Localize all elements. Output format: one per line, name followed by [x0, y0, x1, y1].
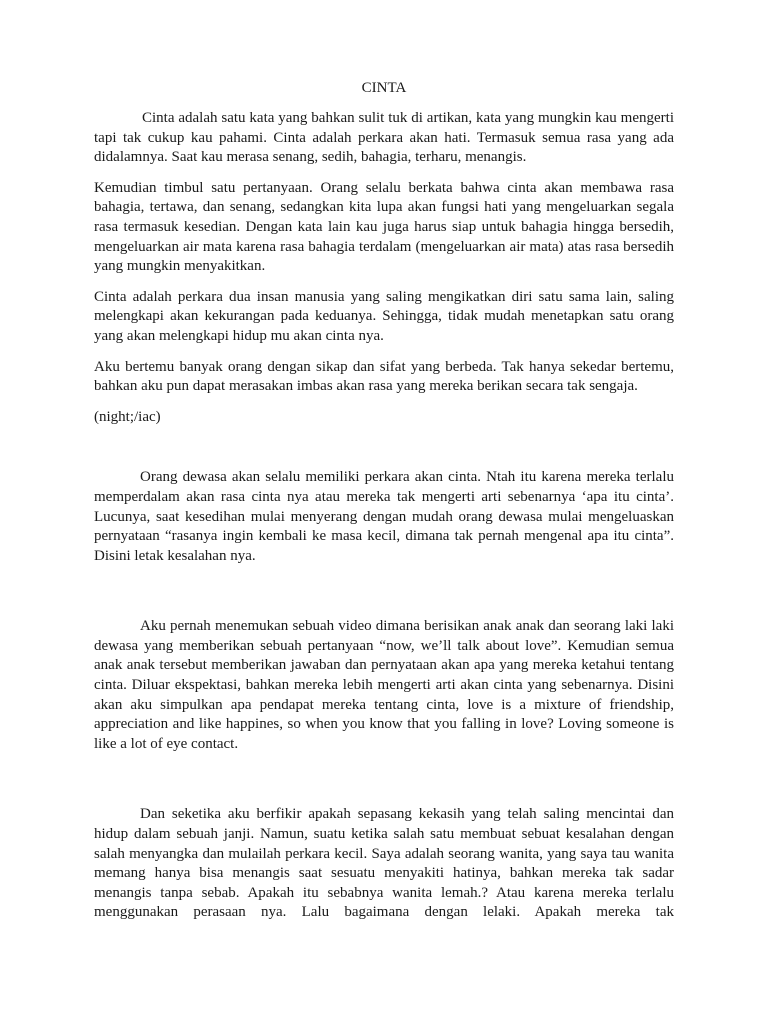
document-title: CINTA	[361, 80, 407, 96]
paragraph-1: Cinta adalah satu kata yang bahkan sulit tuk di artikan, kata yang mungkin kau mengerti tapi tak cukup kau pahami. Cinta adalah perkara akan hati. Termasuk semua rasa yang ada didalamnya. Saat kau merasa senang, sedih, bahagia, terharu, menangis.	[94, 110, 674, 166]
paragraph-7: Dan seketika aku berfikir apakah sepasang kekasih yang telah saling mencintai dan hidup dalam sebuah janji. Namun, suatu ketika salah satu membuat sebuat kesalahan dengan salah menyangka dan mulailah perkara kecil. Saya adalah seorang wanita, yang saya tau wanita memang hanya bisa menangis saat sesuatu menyakiti hatinya, bahkan mereka tak sadar menangis tanpa sebab. Apakah itu sebabnya wanita lemah.? Atau karena mereka terlalu menggunakan perasaan nya. Lalu bagaimana dengan lelaki. Apakah mereka tak	[94, 806, 674, 921]
paragraph-5: Orang dewasa akan selalu memiliki perkara akan cinta. Ntah itu karena mereka terlalu memperdalam akan rasa cinta nya atau mereka tak mengerti arti sebenarnya ‘apa itu cinta’. Lucunya, saat kesedihan mulai menyerang dengan mudah orang dewasa mulai mengeluaskan pernyataan “rasanya ingin kembali ke masa kecil, dimana tak pernah mengenal apa itu cinta”. Disini letak kesalahan nya.	[94, 469, 674, 564]
paragraph-signature: (night;/iac)	[94, 408, 161, 425]
blank-space	[94, 577, 674, 617]
paragraph-4: Aku bertemu banyak orang dengan sikap dan sifat yang berbeda. Tak hanya sekedar bertemu, bahkan aku pun dapat merasakan imbas akan rasa yang mereka berikan secara tak sengaja.	[94, 358, 674, 395]
blank-space	[94, 438, 674, 468]
blank-space	[94, 765, 674, 805]
paragraph-2: Kemudian timbul satu pertanyaan. Orang selalu berkata bahwa cinta akan membawa rasa bahagia, tertawa, dan senang, sedangkan kita lupa akan fungsi hati yang mengeluarkan segala rasa termasuk kesedian. Dengan kata lain kau juga harus siap untuk bahagia hingga bersedih, mengeluarkan air mata karena rasa bahagia terdalam (mengeluarkan air mata) atas rasa bersedih yang mungkin menyakitkan.	[94, 179, 674, 275]
document-page	[94, 78, 674, 934]
paragraph-3: Cinta adalah perkara dua insan manusia yang saling mengikatkan diri satu sama lain, saling melengkapi akan kekurangan pada keduanya. Sehingga, tidak mudah menetapkan satu orang yang akan melengkapi hidup mu akan cinta nya.	[94, 288, 674, 344]
paragraph-6: Aku pernah menemukan sebuah video dimana berisikan anak anak dan seorang laki laki dewasa yang memberikan sebuah pertanyaan “now, we’ll talk about love”. Kemudian semua anak anak tersebut memberikan jawaban dan pernyataan akan apa yang mereka ketahui tentang cinta. Diluar ekspektasi, bahkan mereka lebih mengerti arti akan cinta yang sebenarnya. Disini akan aku simpulkan apa pendapat mereka tentang cinta, love is a mixture of friendship, appreciation and like happines, so when you know that you falling in love? Loving someone is like a lot of eye contact.	[94, 618, 674, 752]
